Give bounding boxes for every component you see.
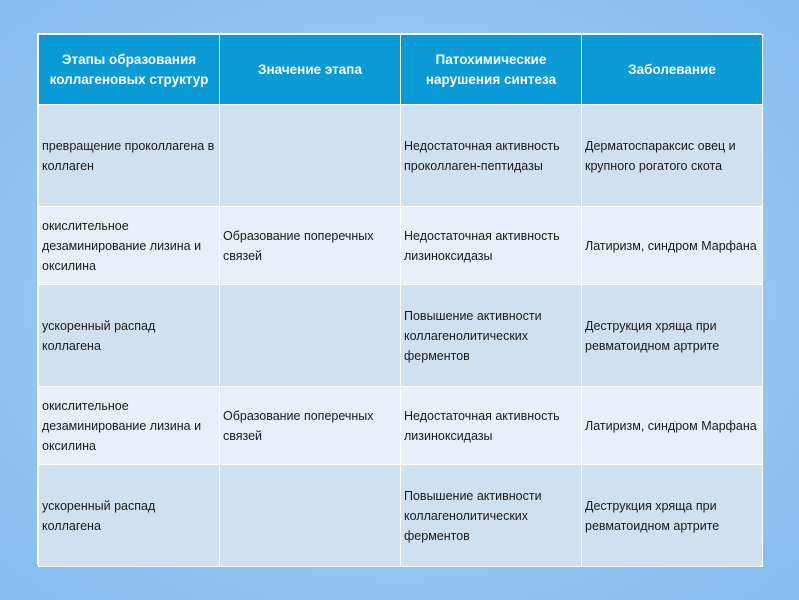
cell-stage: ускоренный распад коллагена	[39, 465, 220, 567]
header-disorders: Патохимические нарушения синтеза	[401, 35, 582, 105]
cell-disorder: Недостаточная активность проколлаген-пептидазы	[401, 105, 582, 207]
cell-disorder: Повышение активности коллагенолитических ферментов	[401, 285, 582, 387]
cell-stage: окислительное дезаминирование лизина и оксилина	[39, 387, 220, 465]
cell-disease: Латиризм, синдром Марфана	[582, 207, 763, 285]
cell-meaning	[220, 465, 401, 567]
cell-disease: Деструкция хряща при ревматоидном артрите	[582, 285, 763, 387]
cell-disease: Деструкция хряща при ревматоидном артрите	[582, 465, 763, 567]
table-header-row	[39, 35, 763, 105]
cell-disorder: Недостаточная активность лизиноксидазы	[401, 207, 582, 285]
header-disease: Заболевание	[582, 35, 763, 105]
cell-stage: окислительное дезаминирование лизина и оксилина	[39, 207, 220, 285]
cell-meaning: Образование поперечных связей	[220, 207, 401, 285]
collagen-table-container	[37, 33, 761, 565]
header-stages: Этапы образования коллагеновых структур	[39, 35, 220, 105]
cell-disorder: Недостаточная активность лизиноксидазы	[401, 387, 582, 465]
table-row	[39, 285, 763, 387]
table-row	[39, 387, 763, 465]
cell-meaning	[220, 105, 401, 207]
table-row	[39, 105, 763, 207]
cell-disease: Латиризм, синдром Марфана	[582, 387, 763, 465]
header-meaning: Значение этапа	[220, 35, 401, 105]
cell-stage: ускоренный распад коллагена	[39, 285, 220, 387]
cell-disease: Дерматоспараксис овец и крупного рогатого скота	[582, 105, 763, 207]
table-row	[39, 207, 763, 285]
table-row	[39, 465, 763, 567]
cell-meaning: Образование поперечных связей	[220, 387, 401, 465]
cell-stage: превращение проколлагена в коллаген	[39, 105, 220, 207]
cell-disorder: Повышение активности коллагенолитических ферментов	[401, 465, 582, 567]
cell-meaning	[220, 285, 401, 387]
collagen-table	[38, 34, 763, 567]
